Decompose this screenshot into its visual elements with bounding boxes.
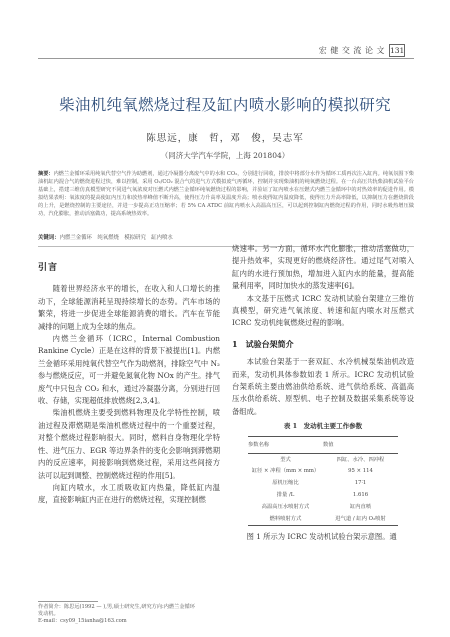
table-cell: 1.616 xyxy=(352,491,369,498)
table-row xyxy=(248,489,398,501)
section-heading: 1 试验台架简介 xyxy=(232,338,294,349)
paper-title: 柴油机纯氧燃烧过程及缸内喷水影响的模拟研究 xyxy=(59,96,391,114)
table-cell: 排量 /L xyxy=(276,491,295,498)
table-cell: 缸径 × 冲程（mm × mm） xyxy=(251,468,320,475)
table-row xyxy=(248,501,398,513)
body-paragraph: 本试验台架基于一套双缸、水冷机械泵柴油机改造而来，发动机具体参数如表 1 所示。ICRC 发动机试验台架系统主要由燃油供给系统、进气供给系统、高温高压水供给系统、原型机、电子控制及数据采集系统等设备组成。 xyxy=(232,357,414,416)
table-cell: 型式 xyxy=(280,456,291,463)
table-row xyxy=(248,466,398,478)
right-column xyxy=(232,243,414,543)
footnote-email: E-mail：csy09_15ianha@163.com xyxy=(38,618,127,624)
table-title: 表 1 发动机主要工作参数 xyxy=(283,422,363,431)
left-column xyxy=(38,262,220,507)
abstract-label: 摘要： xyxy=(38,171,54,177)
footnote-line: 作者简介：陈思远(1992 — ),男,硕士研究生,研究方向:内燃兰金循环 xyxy=(38,604,195,610)
table-cell: 四缸、水冷、四冲程 xyxy=(336,456,385,463)
intro-heading: 引言 xyxy=(38,263,59,273)
body-paragraph: 图 1 所示为 ICRC 发动机试验台架示意图。通 xyxy=(246,531,397,541)
journal-header: 宏 健 交 流 论 文 xyxy=(318,46,385,55)
intro-paragraph: 向缸内喷水，水工质吸收缸内热量，降低缸内温度，直接影响缸内正在进行的燃烧过程，实现控制燃 xyxy=(38,482,220,505)
keywords-text: 内燃兰金循环 纯氧燃烧 模拟研究 缸内喷水 xyxy=(59,235,173,241)
footnote-divider xyxy=(38,601,98,602)
table-row xyxy=(248,478,398,490)
table-cell: 燃料喷射方式 xyxy=(248,513,323,525)
authors: 陈思远，康 哲，邓 俊，吴志军 xyxy=(146,133,304,144)
abstract xyxy=(38,170,414,219)
intro-paragraph: 内燃兰金循环（ICRC，Internal Combustion Rankine Cycle）正是在这样的背景下被提出[1]。内燃兰金循环采用纯氧代替空气作为助燃剂，排除空气中 N₂ 参与燃烧反应，可一并避免氮氧化物 NOx 的产生。排气废气中只包含 CO₂ 和水，通过冷凝器分离，分别进行回收、存储，实现超低排放燃烧[2,3,4]。 xyxy=(38,334,220,406)
table-cell: 95 × 114 xyxy=(348,468,373,475)
table-cell: 缸内直喷 xyxy=(349,503,372,510)
body-paragraph: 烧速率。另一方面，循环水汽化膨胀，推动活塞做功，提升热效率，实现更好的燃烧经济性。通过尾气对喷入缸内的水进行预加热，增加进入缸内水的能量，提高能量利用率，同时加快水的蒸发速率[6]。 xyxy=(232,244,414,291)
intro-paragraph: 随着世界经济水平的增长，在收入和人口增长的推动下，全球能源消耗呈现持续增长的态势。汽车市场的繁荣，将进一步促进全球能源消费的增长。汽车在节能减排的问题上成为全球的焦点。 xyxy=(38,284,220,331)
header-divider xyxy=(38,58,414,59)
table-cell: 原机压缩比 xyxy=(272,480,299,487)
footnote-line: 发动机。 xyxy=(38,611,59,617)
keywords xyxy=(38,233,414,241)
table-row xyxy=(248,454,398,466)
page-number: 131 xyxy=(390,46,405,55)
body-paragraph: 本文基于压燃式 ICRC 发动机试验台架建立三维仿真模型，研究进气氧浓度、转速和缸内喷水对压燃式 ICRC 发动机纯氧燃烧过程的影响。 xyxy=(232,293,414,328)
table-header-row xyxy=(248,436,398,453)
table-row xyxy=(248,513,398,525)
table-cell: 进气道 / 缸内 O₂喷射 xyxy=(323,513,398,525)
engine-params-table xyxy=(248,436,398,526)
table-cell: 17∶1 xyxy=(354,480,367,487)
affiliation: （同济大学汽车学院，上海 201804） xyxy=(160,151,290,160)
table-header-cell: 数值 xyxy=(323,436,398,453)
table-header-cell: 参数名称 xyxy=(248,436,323,453)
author-footnote xyxy=(38,604,220,625)
intro-paragraph: 柴油机燃烧主要受到燃料物理及化学特性控制，喷油过程及滞燃期是柴油机燃烧过程中的一个重要过程，对整个燃烧过程影响很大。同时，燃料自身物理化学特性、进气压力、EGR 等边界条件的变化会影响到滞燃期内的反应速率，间接影响到燃烧过程，采用这些间接方法可以起到调整、控制燃烧过程的作用[5]。 xyxy=(38,408,220,480)
keywords-label: 关键词： xyxy=(38,235,60,241)
table-cell: 高温高压水喷射方式 xyxy=(261,503,310,510)
abstract-text: 内燃兰金循环采用纯氧代替空气作为助燃剂，通过冷凝器分离废气中的水和 CO₂，分别进行回收，排放中将部分水作为循环工质再次注入缸内。纯氧氛围下柴油机缸内混合气的燃烧进程过快，难以控制，采用 O₂/CO₂ 混合气的进气方式模拟废气再循环，控制并实现柴油机的纯氧燃烧过程。在一台高压共轨柴油机试验平台基础上，搭建三维仿真模型研究不同进气氧浓度对压燃式内燃兰金循环纯氧燃烧过程的影响，并验证了缸内喷水在压燃式内燃兰金循环中的对热效率的促进作用。模拟结果表明：氧浓度的提高使缸内压力和放热率峰值不断升高，使得压力升高率及温度升高；喷水使得缸内温度降低，使得压力升高率降低，以抑制压力在燃烧阶段的上升，是燃烧控制的主要途径，并进一步提高正功压缩率；若 5% CA ATDC 前缸内喷水入高温高压区，可以起到控制缸内燃烧过程的作用，同时水吸热增压做功，汽化膨胀，推动活塞做功，提高系统热效率。 xyxy=(38,171,414,218)
